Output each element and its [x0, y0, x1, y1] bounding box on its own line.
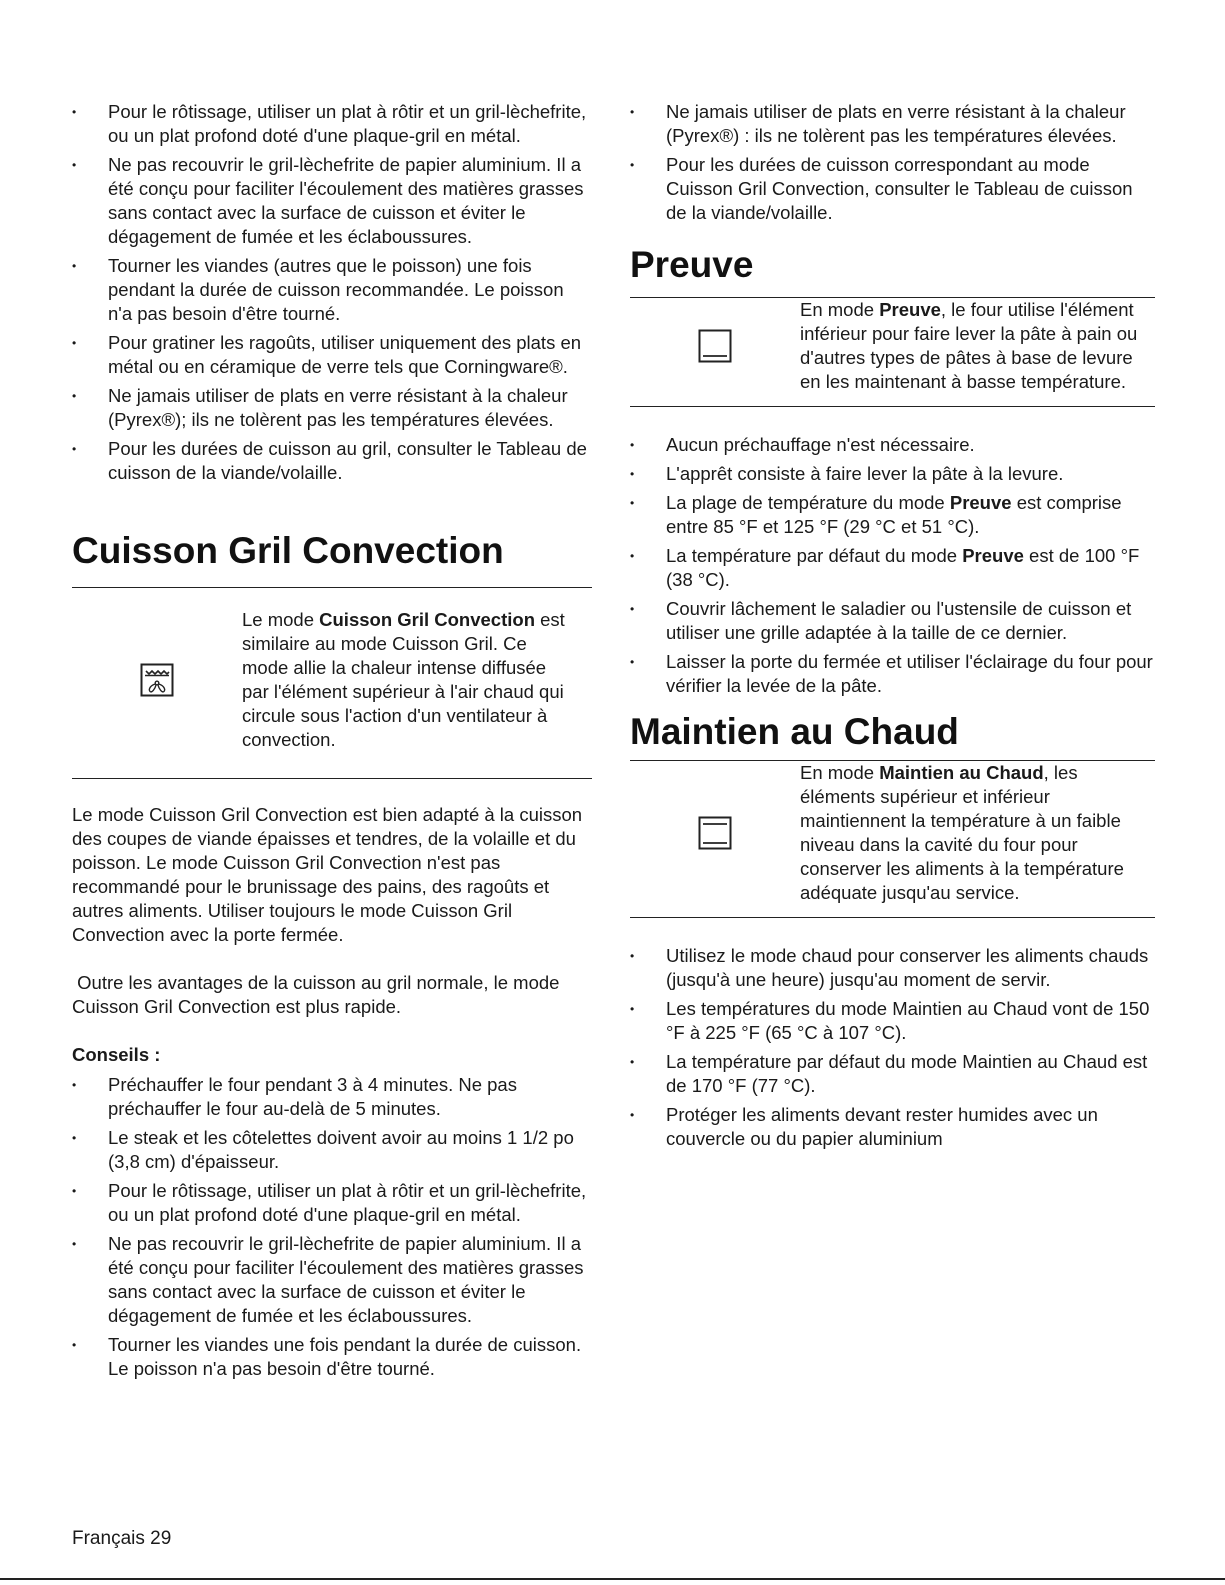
proof-bottom-element-icon [630, 329, 800, 363]
list-item: • L'apprêt consiste à faire lever la pâte à la levure. [630, 462, 1155, 486]
warm-top-bottom-element-icon [630, 816, 800, 850]
proof-tips-list [630, 433, 1155, 698]
convection-broil-mode-box [72, 588, 592, 778]
list-item: • Le steak et les côtelettes doivent avoir au moins 1 1/2 po (3,8 cm) d'épaisseur. [72, 1126, 592, 1174]
list-item: • Les températures du mode Maintien au Chaud vont de 150 °F à 225 °F (65 °C à 107 °C). [630, 997, 1155, 1045]
page-number-label: Français 29 [72, 1528, 172, 1549]
list-item: • Laisser la porte du fermée et utiliser l'éclairage du four pour vérifier la levée de la pâte. [630, 650, 1155, 698]
list-item: • Pour gratiner les ragoûts, utiliser uniquement des plats en métal ou en céramique de verre tels que Corningware®. [72, 331, 592, 379]
list-item: • Pour le rôtissage, utiliser un plat à rôtir et un gril-lèchefrite, ou un plat profond doté d'une plaque-gril en métal. [72, 100, 592, 148]
divider [630, 406, 1155, 407]
list-item: • Ne pas recouvrir le gril-lèchefrite de papier aluminium. Il a été conçu pour faciliter l'écoulement des matières grasses sans contact avec la surface de cuisson et éviter le dégagement de fumée et les éclaboussures. [72, 153, 592, 249]
convection-broil-continued-list [630, 100, 1155, 225]
list-item: • Tourner les viandes (autres que le poisson) une fois pendant la durée de cuisson recommandée. Le poisson n'a pas besoin d'être tourné. [72, 254, 592, 326]
right-column [630, 100, 1155, 1156]
divider [630, 917, 1155, 918]
proof-heading: Preuve [630, 244, 754, 285]
convection-broil-paragraph: Le mode Cuisson Gril Convection est bien adapté à la cuisson des coupes de viande épaisses et tendres, de la volaille et du poisson. Le mode Cuisson Gril Convection n'est pas recommandé pour le brunissage des pains, des ragoûts et autres aliments. Utiliser toujours le mode Cuisson Gril Convection avec la porte fermée. [72, 804, 583, 945]
divider [72, 778, 592, 779]
convection-broil-description: Le mode Cuisson Gril Convection est similaire au mode Cuisson Gril. Ce mode allie la chaleur intense diffusée par l'élément supérieur à l'air chaud qui circule sous l'action d'un ventilateur à convection. [242, 609, 565, 750]
list-item: • La température par défaut du mode Maintien au Chaud est de 170 °F (77 °C). [630, 1050, 1155, 1098]
proof-mode-box [630, 298, 1155, 398]
list-item: • La température par défaut du mode Preuve est de 100 °F (38 °C). [630, 544, 1155, 592]
convection-broil-heading: Cuisson Gril Convection [72, 530, 504, 571]
keep-warm-mode-box [630, 761, 1155, 909]
tips-heading: Conseils : [72, 1044, 161, 1065]
list-item: • Aucun préchauffage n'est nécessaire. [630, 433, 1155, 457]
list-item: • La plage de température du mode Preuve est comprise entre 85 °F et 125 °F (29 °C et 51 °C). [630, 491, 1155, 539]
keep-warm-heading: Maintien au Chaud [630, 711, 959, 752]
list-item: • Couvrir lâchement le saladier ou l'ustensile de cuisson et utiliser une grille adaptée à la taille de ce dernier. [630, 597, 1155, 645]
broil-tips-list [72, 100, 592, 485]
list-item: • Protéger les aliments devant rester humides avec un couvercle ou du papier aluminium [630, 1103, 1155, 1151]
keep-warm-tips-list [630, 944, 1155, 1151]
convection-broil-advantage-paragraph: Outre les avantages de la cuisson au gril normale, le mode Cuisson Gril Convection est plus rapide. [72, 972, 565, 1017]
keep-warm-description: En mode Maintien au Chaud, les éléments supérieur et inférieur maintiennent la température à un faible niveau dans la cavité du four pour conserver les aliments à la température adéquate jusqu'au service. [800, 762, 1124, 903]
list-item: • Pour les durées de cuisson correspondant au mode Cuisson Gril Convection, consulter le Tableau de cuisson de la viande/volaille. [630, 153, 1155, 225]
proof-description: En mode Preuve, le four utilise l'élément inférieur pour faire lever la pâte à pain ou d'autres types de pâtes à base de levure en les maintenant à basse température. [800, 299, 1138, 392]
convection-tips-list [72, 1073, 592, 1381]
left-column [72, 100, 592, 1386]
page-bottom-border [0, 1578, 1225, 1580]
list-item: • Ne jamais utiliser de plats en verre résistant à la chaleur (Pyrex®); ils ne tolèrent pas les températures élevées. [72, 384, 592, 432]
list-item: • Utilisez le mode chaud pour conserver les aliments chauds (jusqu'à une heure) jusqu'au moment de servir. [630, 944, 1155, 992]
list-item: • Ne pas recouvrir le gril-lèchefrite de papier aluminium. Il a été conçu pour faciliter l'écoulement des matières grasses sans contact avec la surface de cuisson et éviter le dégagement de fumée et les éclaboussures. [72, 1232, 592, 1328]
list-item: • Pour le rôtissage, utiliser un plat à rôtir et un gril-lèchefrite, ou un plat profond doté d'une plaque-gril en métal. [72, 1179, 592, 1227]
list-item: • Ne jamais utiliser de plats en verre résistant à la chaleur (Pyrex®) : ils ne tolèrent pas les températures élevées. [630, 100, 1155, 148]
convection-broil-icon [72, 663, 242, 697]
list-item: • Tourner les viandes une fois pendant la durée de cuisson. Le poisson n'a pas besoin d'être tourné. [72, 1333, 592, 1381]
list-item: • Préchauffer le four pendant 3 à 4 minutes. Ne pas préchauffer le four au-delà de 5 minutes. [72, 1073, 592, 1121]
list-item: • Pour les durées de cuisson au gril, consulter le Tableau de cuisson de la viande/volaille. [72, 437, 592, 485]
